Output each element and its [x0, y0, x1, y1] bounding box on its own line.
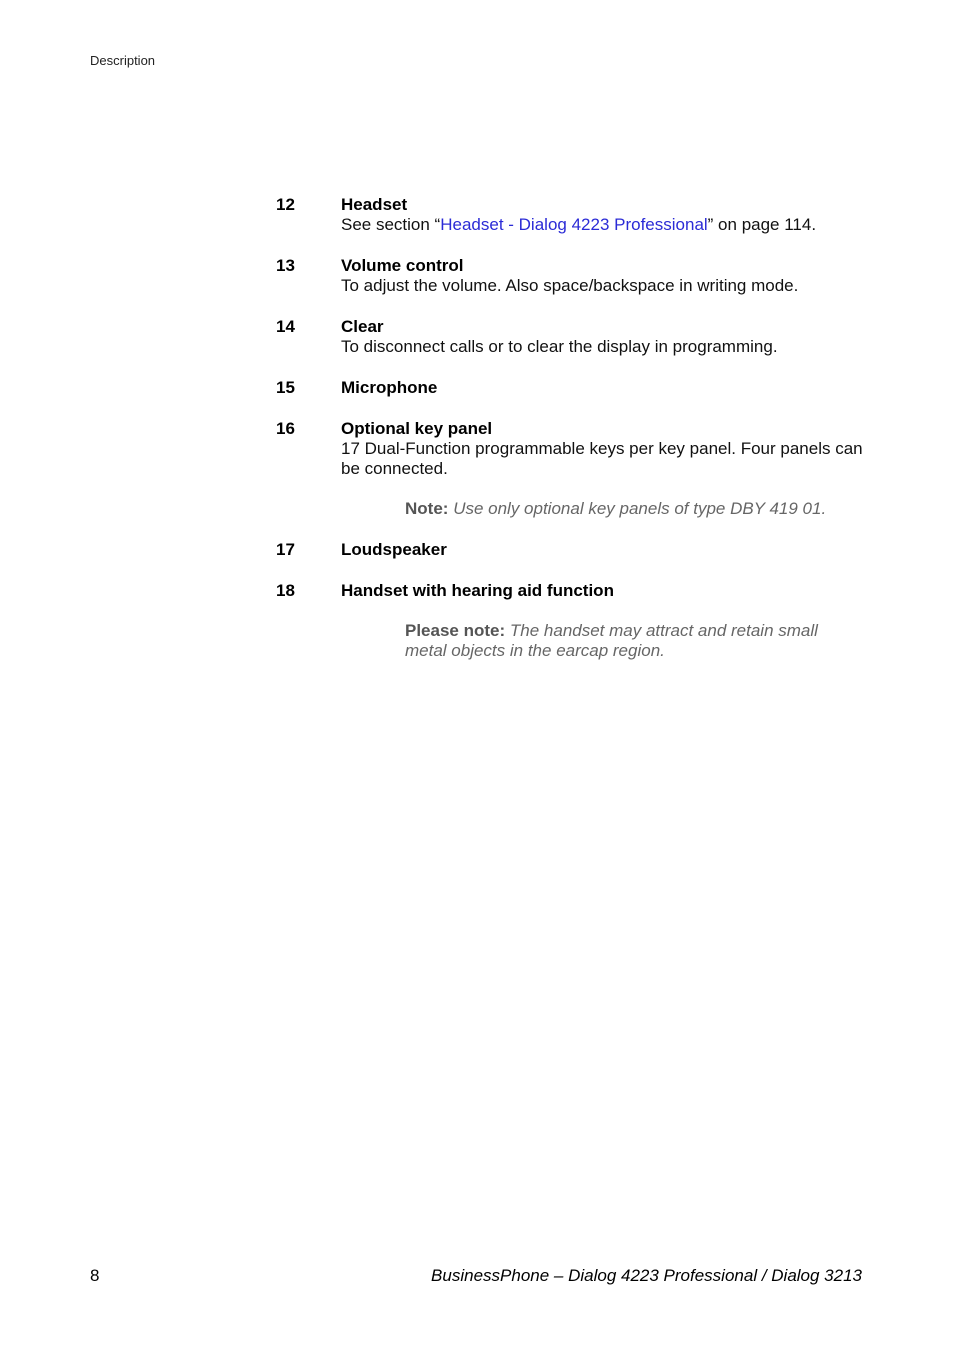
item-title: Microphone: [341, 378, 438, 397]
item-title: Clear: [341, 317, 384, 336]
note-text: The handset may attract and retain small metal objects in the earcap region.: [405, 621, 818, 660]
item-number: 16: [276, 419, 295, 438]
running-header: Description: [90, 53, 156, 68]
item-description: To disconnect calls or to clear the display in programming.: [341, 337, 778, 356]
handset-note: [405, 621, 855, 661]
item-title: Optional key panel: [341, 419, 493, 438]
page-number: 8: [90, 1266, 100, 1285]
item-number: 14: [276, 317, 295, 336]
item-18-handset: [276, 580, 866, 601]
item-title: Headset: [341, 195, 408, 214]
desc-suffix: ” on page 114.: [707, 215, 817, 234]
note-label: Note:: [405, 499, 449, 518]
item-17-loudspeaker: [276, 539, 866, 560]
item-14-clear: [276, 316, 866, 357]
item-number: 12: [276, 195, 295, 214]
document-title: BusinessPhone – Dialog 4223 Professional / Dialog 3213: [431, 1266, 862, 1285]
item-16-optional-key-panel: [276, 418, 866, 479]
item-list: [276, 194, 866, 681]
item-title: Handset with hearing aid function: [341, 581, 614, 600]
item-description: 17 Dual-Function programmable keys per key panel. Four panels can be connected.: [341, 439, 863, 478]
item-title: Volume control: [341, 256, 464, 275]
item-15-microphone: [276, 377, 866, 398]
item-title: Loudspeaker: [341, 540, 447, 559]
item-description: [341, 215, 866, 235]
note-label: Please note:: [405, 621, 506, 640]
headset-section-link[interactable]: Headset - Dialog 4223 Professional: [440, 215, 708, 234]
item-12-headset: [276, 194, 866, 235]
desc-prefix: See section “: [341, 215, 441, 234]
note-text: Use only optional key panels of type DBY 419 01.: [453, 499, 827, 518]
item-number: 15: [276, 378, 295, 397]
key-panel-note: [405, 499, 855, 519]
item-number: 18: [276, 581, 295, 600]
item-13-volume-control: [276, 255, 866, 296]
item-number: 17: [276, 540, 295, 559]
item-number: 13: [276, 256, 295, 275]
item-description: To adjust the volume. Also space/backspace in writing mode.: [341, 276, 799, 295]
